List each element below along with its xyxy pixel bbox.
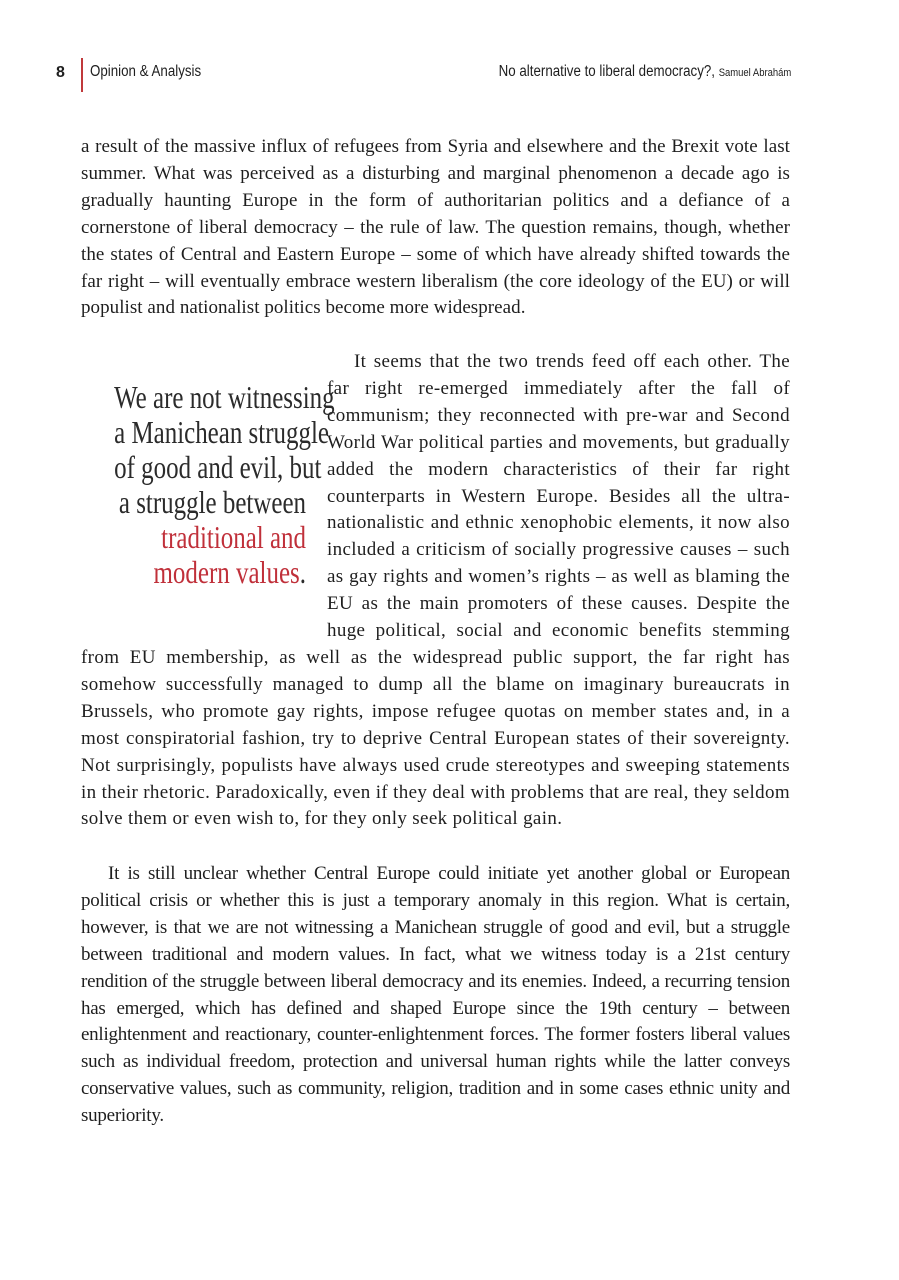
pull-quote-line: of good and evil, but: [114, 449, 322, 485]
pull-quote-line: a struggle between: [118, 484, 306, 520]
pull-quote-line: a Manichean struggle: [114, 414, 329, 450]
pull-quote-accent-text: modern values: [153, 554, 300, 590]
page-header: [0, 58, 899, 94]
header-divider: [81, 58, 83, 92]
article-title: No alternative to liberal democracy?,: [498, 63, 715, 80]
section-name: Opinion & Analysis: [90, 63, 202, 80]
body-paragraph-1: a result of the massive influx of refugees from Syria and elsewhere and the Brexit vote last summer. What was perceived as a disturbing and marginal phenomenon a decade ago is gradually haunting Europe in the form of authoritarian politics and a defiance of a cornerstone of liberal democracy – the rule of law. The question remains, though, whether the states of Central and Eastern Europe – some of which have already shifted towards the far right – will eventually embrace western liberalism (the core ideology of the EU) or will populist and nationalist politics become more widespread.: [81, 136, 790, 319]
pull-quote-line: We are not witnessing: [114, 379, 335, 415]
running-title: [498, 63, 791, 81]
pull-quote-last-line: [114, 555, 306, 590]
pull-quote-period: .: [299, 554, 306, 590]
pull-quote-accent-line: traditional and: [161, 519, 306, 555]
body-paragraph-3: It is still unclear whether Central Europe could initiate yet another global or European political crisis or whether this is just a temporary anomaly in this region. What is certain, however, is that we are not witnessing a Manichean struggle of good and evil, but a struggle between traditional and modern values. In fact, what we witness today is a 21st century rendition of the struggle between liberal democracy and its enemies. Indeed, a recurring tension has emerged, which has defined and shaped Europe since the 19th century – between enlightenment and reactionary, counter-enlightenment forces. The former fosters liberal values such as individual freedom, protection and universal human rights while the latter conveys conservative values, such as community, religion, tradition and in some cases ethnic unity and superiority.: [81, 863, 790, 1127]
page-number: 8: [56, 64, 65, 81]
body-paragraph-2: It seems that the two trends feed off each other. The far right re-emerged immediately after the fall of communism; they reconnected with pre-war and Second World War political parties and movements, but gradually added the modern characteristics of their far right counterparts in Western Europe. Besides all the ultra-nationalistic and ethnic xenophobic elements, it now also included a criticism of socially progressive causes – such as gay rights and women’s rights – as well as blaming the EU as the main promoters of these causes. Despite the huge political, social and economic benefits stemming from EU membership, as well as the widespread public support, the far right has somehow successfully managed to dump all the blame on imaginary bureaucrats in Brussels, who promote gay rights, impose refugee quotas on member states and, in a most conspiratorial fashion, try to deprive Central European states of their sovereignty. Not surprisingly, populists have always used crude stereotypes and sweeping statements in their rhetoric. Paradoxically, even if they deal with problems that are real, they seldom solve them or even wish to, for they only seek political gain.: [81, 351, 790, 830]
author-name: Samuel Abrahám: [718, 67, 791, 79]
pull-quote: [60, 379, 335, 590]
